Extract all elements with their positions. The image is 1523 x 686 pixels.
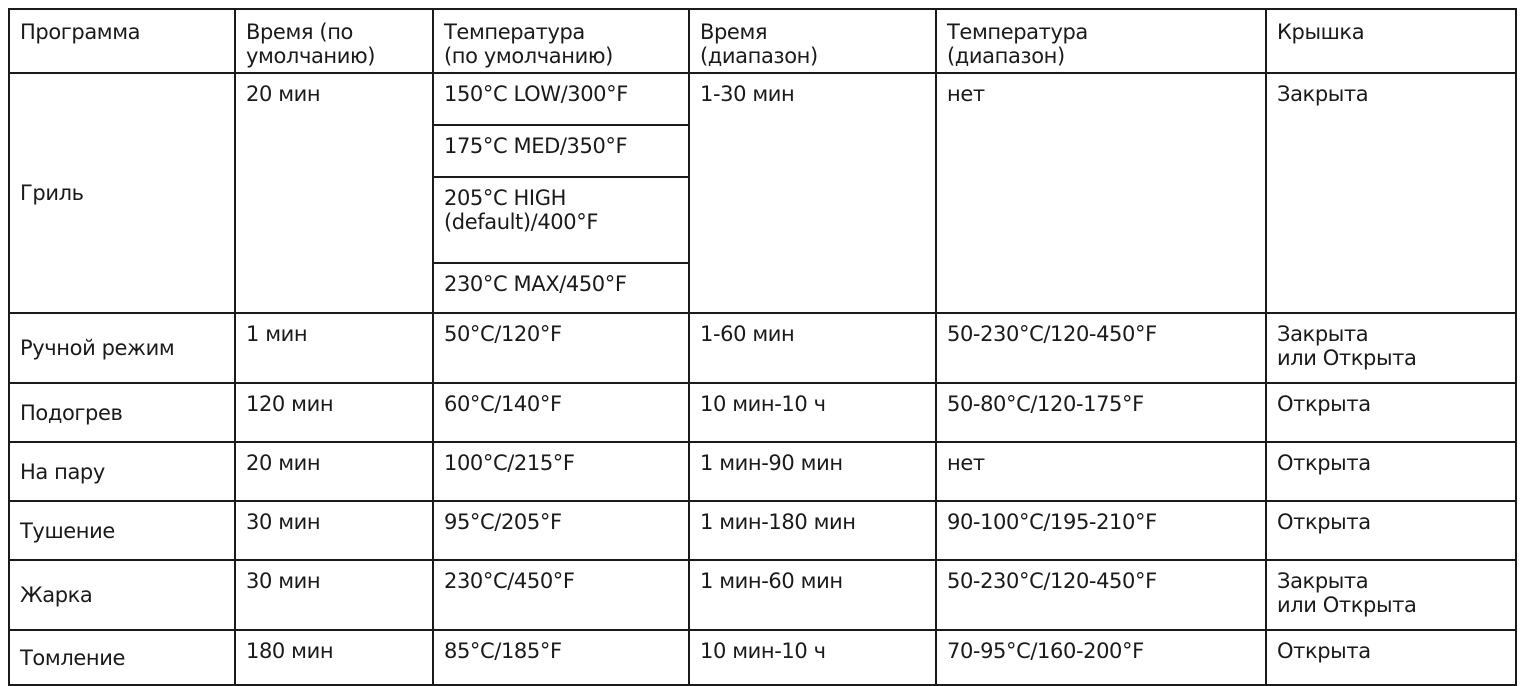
table-row [9,442,1516,501]
cell-temp-range: нет [936,442,1266,501]
cell-lid: Открыта [1266,630,1516,685]
cell-program: Подогрев [9,383,235,442]
cell-time-default-grill: 20 мин [235,73,433,313]
document-page [8,8,1517,686]
table-header-row [9,9,1516,73]
cell-temp-range: 50-80°C/120-175°F [936,383,1266,442]
header-time-range: Время (диапазон) [689,9,936,73]
cell-program: На пару [9,442,235,501]
cell-temp-range: 70-95°C/160-200°F [936,630,1266,685]
cell-program: Ручной режим [9,313,235,383]
table-row [9,560,1516,630]
cell-lid: Закрыта или Открыта [1266,560,1516,630]
cell-time-default: 120 мин [235,383,433,442]
table-row [9,501,1516,560]
cell-time-range: 1 мин-90 мин [689,442,936,501]
cell-temp-default: 230°C/450°F [433,560,689,630]
header-temp-default: Температура (по умолчанию) [433,9,689,73]
cell-temp-default: 85°C/185°F [433,630,689,685]
cell-temp-range-grill: нет [936,73,1266,313]
cell-time-default: 30 мин [235,501,433,560]
cell-temp-grill-low: 150°C LOW/300°F [433,73,689,125]
cell-temp-default: 50°C/120°F [433,313,689,383]
table-row-grill [9,73,1516,125]
cell-temp-default: 100°C/215°F [433,442,689,501]
header-time-default: Время (по умолчанию) [235,9,433,73]
cell-temp-range: 50-230°C/120-450°F [936,560,1266,630]
cell-time-default: 20 мин [235,442,433,501]
cell-temp-grill-high: 205°C HIGH (default)/400°F [433,177,689,263]
cell-temp-default: 95°C/205°F [433,501,689,560]
cell-lid: Открыта [1266,442,1516,501]
cell-time-default: 30 мин [235,560,433,630]
cell-time-range: 10 мин-10 ч [689,383,936,442]
cell-time-range: 1-60 мин [689,313,936,383]
cell-lid: Открыта [1266,501,1516,560]
cell-lid: Открыта [1266,383,1516,442]
cell-program: Тушение [9,501,235,560]
cell-time-range: 10 мин-10 ч [689,630,936,685]
cell-time-range: 1 мин-60 мин [689,560,936,630]
cell-temp-range: 50-230°C/120-450°F [936,313,1266,383]
cell-program-grill: Гриль [9,73,235,313]
cell-lid: Закрыта или Открыта [1266,313,1516,383]
cell-temp-grill-max: 230°C MAX/450°F [433,263,689,313]
header-lid: Крышка [1266,9,1516,73]
cell-program: Жарка [9,560,235,630]
header-program: Программа [9,9,235,73]
header-temp-range: Температура (диапазон) [936,9,1266,73]
cell-temp-range: 90-100°C/195-210°F [936,501,1266,560]
cell-time-range-grill: 1-30 мин [689,73,936,313]
cell-temp-default: 60°C/140°F [433,383,689,442]
cell-temp-grill-med: 175°C MED/350°F [433,125,689,177]
cell-time-default: 180 мин [235,630,433,685]
table-row [9,630,1516,685]
cell-time-range: 1 мин-180 мин [689,501,936,560]
cell-time-default: 1 мин [235,313,433,383]
cooking-programs-table [8,8,1517,686]
table-row [9,383,1516,442]
cell-lid-grill: Закрыта [1266,73,1516,313]
cell-program: Томление [9,630,235,685]
table-row [9,313,1516,383]
